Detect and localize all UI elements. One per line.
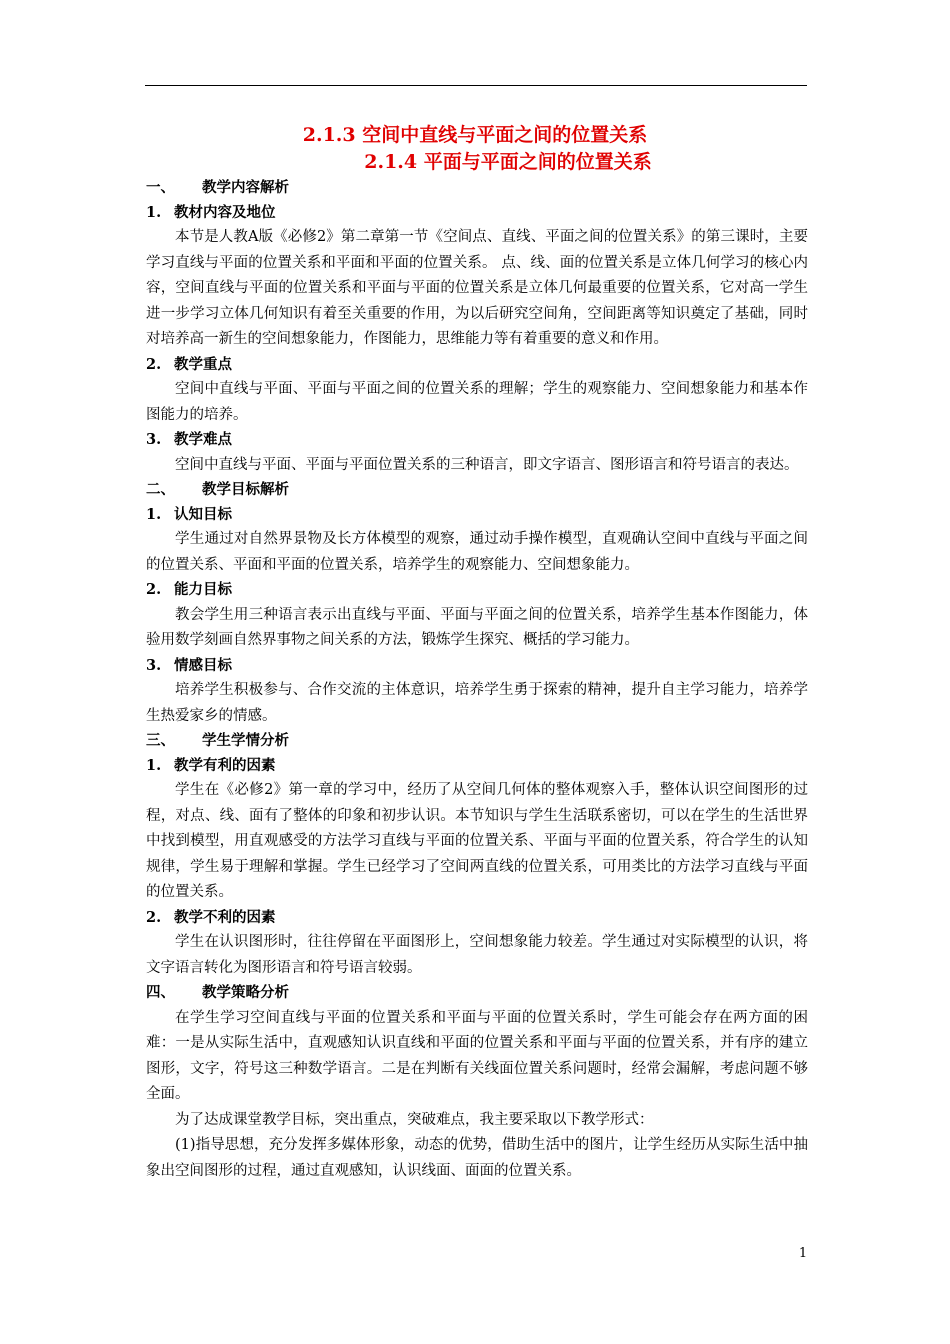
paragraph: 学生在《必修2》第一章的学习中，经历了从空间几何体的整体观察入手，整体认识空间图形的过程，对点、线、面有了整体的印象和初步认识。本节知识与学生生活联系密切，可以在学生的生活世界中找到模型，用直观感受的方法学习直线与平面的位置关系、平面与平面的位置关系，符合学生的认知规律，学生易于理解和掌握。学生已经学习了空间两直线的位置关系，可用类比的方法学习直线与平面的位置关系。 xyxy=(146,782,808,900)
subsection-heading: 1. 教材内容及地位 xyxy=(146,203,276,221)
paragraph: 学生通过对自然界景物及长方体模型的观察，通过动手操作模型，直观确认空间中直线与平面之间的位置关系、平面和平面的位置关系，培养学生的观察能力、空间想象能力。 xyxy=(146,531,808,573)
subsection-heading: 1. 教学有利的因素 xyxy=(146,756,276,774)
paragraph: 本节是人教A版《必修2》第二章第一节《空间点、直线、平面之间的位置关系》的第三课时，主要学习直线与平面的位置关系和平面和平面的位置关系。 点、线、面的位置关系是立体几何学习的核心内容，空间直线与平面的位置关系和平面与平面的位置关系是立体几何最重要的位置关系，它对高一学生进一步学习立体几何知识有着至关重要的作用，为以后研究空间角，空间距离等知识奠定了基础，同时对培养高一新生的空间想象能力，作图能力，思维能力等有着重要的意义和作用。 xyxy=(146,229,808,347)
paragraph: (1)指导思想，充分发挥多媒体形象，动态的优势，借助生活中的图片，让学生经历从实际生活中抽象出空间图形的过程，通过直观感知，认识线面、面面的位置关系。 xyxy=(146,1137,808,1179)
subsection-heading: 3. 教学难点 xyxy=(146,431,232,448)
header-rule xyxy=(145,85,807,86)
document-body xyxy=(146,176,808,1184)
subsection-heading: 3. 情感目标 xyxy=(146,656,232,674)
section-heading-2: 二、 教学目标解析 xyxy=(146,481,289,498)
subsection-heading: 2. 能力目标 xyxy=(146,581,232,598)
subsection-heading: 1. 认知目标 xyxy=(146,505,232,523)
document-title-line-1: 2.1.3 空间中直线与平面之间的位置关系 xyxy=(302,124,648,146)
document-title-line-2: 2.1.4 平面与平面之间的位置关系 xyxy=(364,151,652,173)
paragraph: 空间中直线与平面、平面与平面位置关系的三种语言，即文字语言、图形语言和符号语言的表达。 xyxy=(175,456,799,473)
section-heading-4: 四、 教学策略分析 xyxy=(146,984,289,1001)
page-number: 1 xyxy=(798,1246,808,1261)
paragraph: 学生在认识图形时，往往停留在平面图形上，空间想象能力较差。学生通过对实际模型的认识，将文字语言转化为图形语言和符号语言较弱。 xyxy=(146,934,808,976)
paragraph: 教会学生用三种语言表示出直线与平面、平面与平面之间的位置关系，培养学生基本作图能力，体验用数学刻画自然界事物之间关系的方法，锻炼学生探究、概括的学习能力。 xyxy=(146,606,808,648)
subsection-heading: 2. 教学重点 xyxy=(146,355,232,373)
paragraph: 空间中直线与平面、平面与平面之间的位置关系的理解；学生的观察能力、空间想象能力和基本作图能力的培养。 xyxy=(146,381,808,423)
section-heading-3: 三、 学生学情分析 xyxy=(146,732,289,749)
subsection-heading: 2. 教学不利的因素 xyxy=(146,908,276,926)
paragraph: 在学生学习空间直线与平面的位置关系和平面与平面的位置关系时，学生可能会存在两方面的困难：一是从实际生活中，直观感知认识直线和平面的位置关系和平面与平面的位置关系，并有序的建立图形，文字，符号这三种数学语言。二是在判断有关线面位置关系问题时，经常会漏解，考虑问题不够全面。 xyxy=(146,1009,808,1102)
paragraph: 为了达成课堂教学目标，突出重点，突破难点，我主要采取以下教学形式： xyxy=(175,1111,654,1128)
paragraph: 培养学生积极参与、合作交流的主体意识，培养学生勇于探索的精神，提升自主学习能力，培养学生热爱家乡的情感。 xyxy=(146,682,808,724)
section-heading-1: 一、 教学内容解析 xyxy=(146,179,289,196)
